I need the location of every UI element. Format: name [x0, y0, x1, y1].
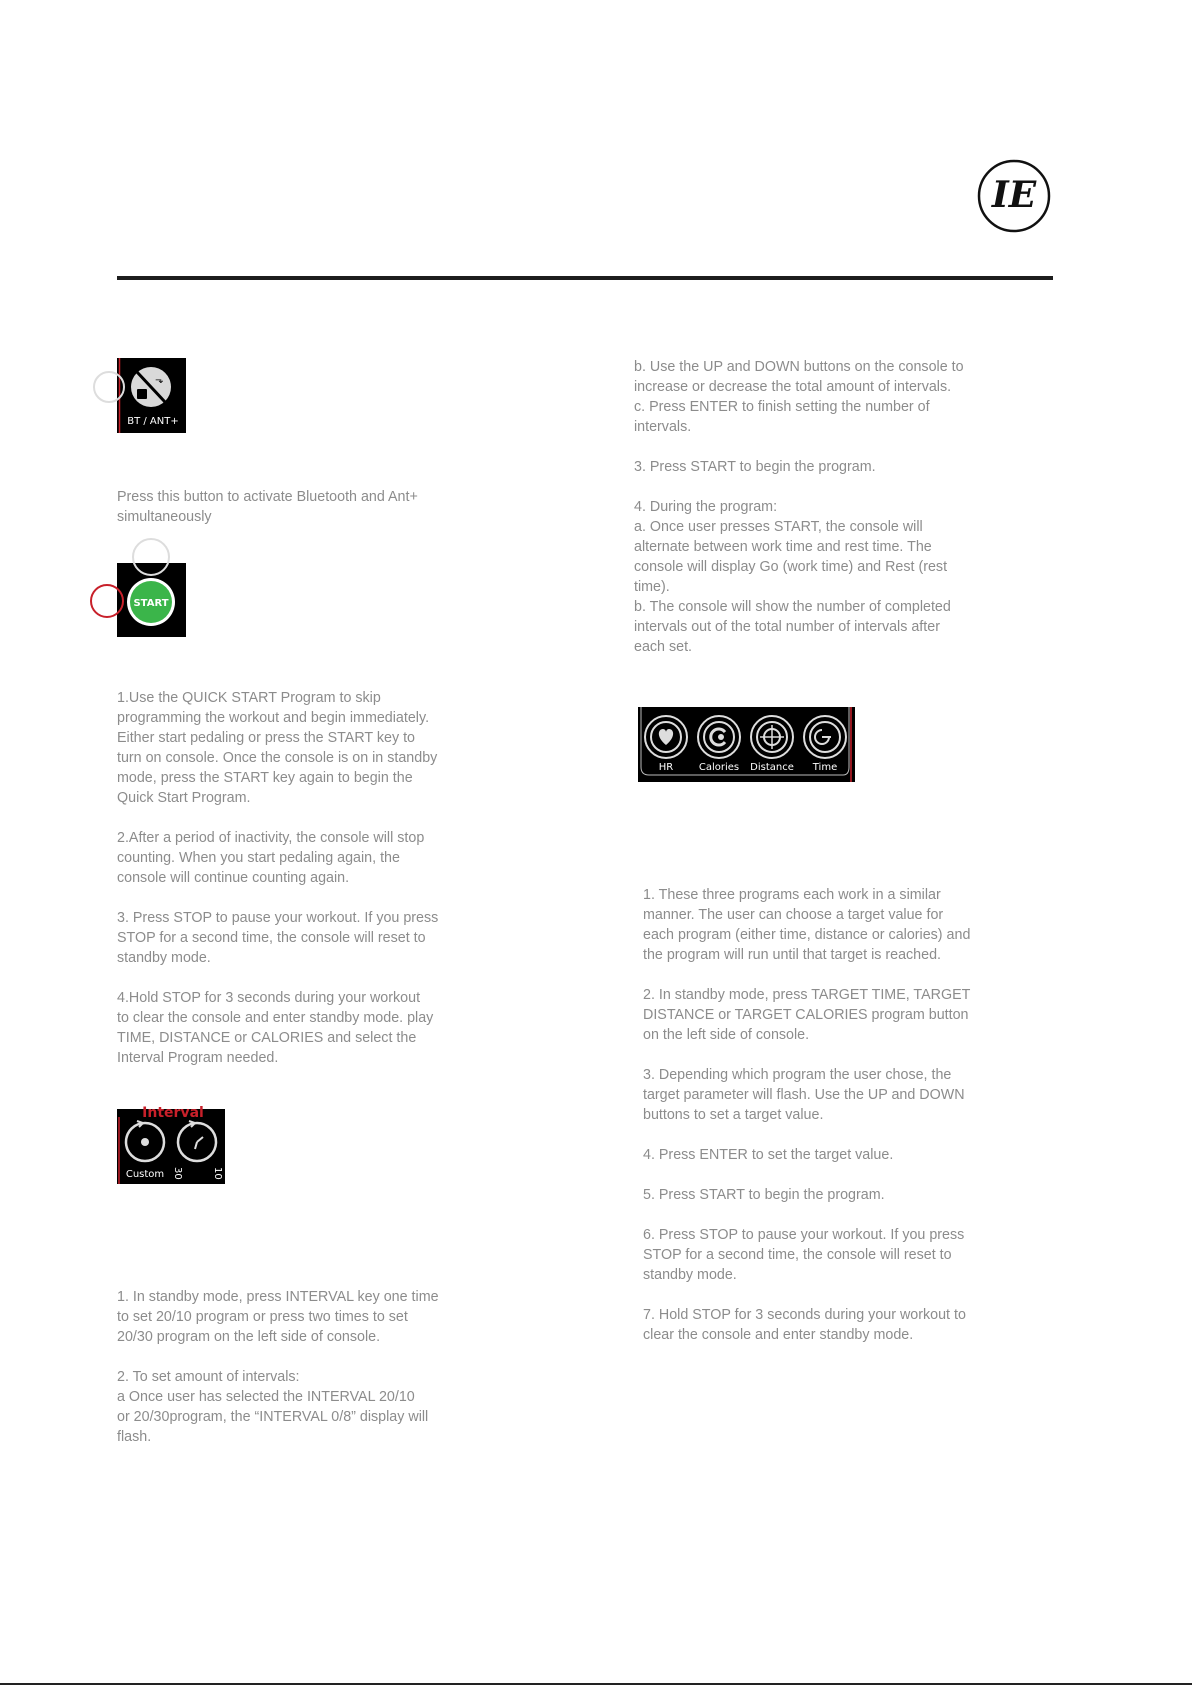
interval-label-a: 30 • 20	[172, 1167, 183, 1205]
target-step-4: 4. Press ENTER to set the target value.	[643, 1147, 894, 1163]
interval-step-3: 3. Press START to begin the program.	[634, 459, 876, 475]
target-program-buttons-image	[638, 707, 855, 782]
interval-label-b: 10 • 20	[212, 1167, 223, 1205]
quick-start-step-2: 2.After a period of inactivity, the console will stop counting. When you start pedaling again, the console will continue counting again.	[117, 830, 425, 886]
target-step-5: 5. Press START to begin the program.	[643, 1187, 885, 1203]
hr-icon	[645, 716, 687, 758]
interval-step-1: 1. In standby mode, press INTERVAL key one time to set 20/10 program or press two times to set 20/30 program on the left side of console.	[117, 1289, 439, 1345]
target-step-3: 3. Depending which program the user chose, the target parameter will flash. Use the UP and DOWN buttons to set a target value.	[643, 1067, 965, 1123]
bt-description: Press this button to activate Bluetooth and Ant+ simultaneously	[117, 489, 418, 525]
logo-text: IE	[991, 174, 1037, 216]
quick-start-step-1: 1.Use the QUICK START Program to skip programming the workout and begin immediately. Either start pedaling or press the START key to turn on console. Once the console is on in standby mode, press the START key again to begin the Quick Start Program.	[117, 690, 438, 806]
interval-custom-label: Custom	[125, 1169, 165, 1180]
hr-label: HR	[658, 762, 674, 773]
calories-label: Calories	[698, 762, 740, 773]
distance-icon	[751, 716, 793, 758]
brand-logo	[977, 159, 1051, 233]
time-label: Time	[812, 762, 838, 773]
calories-icon	[698, 716, 740, 758]
quick-start-step-3: 3. Press STOP to pause your workout. If you press STOP for a second time, the console will reset to standby mode.	[117, 910, 439, 966]
svg-text:⬎: ⬎	[155, 375, 164, 386]
start-button-image	[117, 563, 186, 637]
bt-ant-button-image	[117, 358, 186, 433]
time-icon	[804, 716, 846, 758]
interval-title: Interval	[142, 1105, 204, 1121]
target-step-2: 2. In standby mode, press TARGET TIME, TARGET DISTANCE or TARGET CALORIES program button on the left side of console.	[643, 987, 971, 1043]
interval-step-2: 2. To set amount of intervals: a Once user has selected the INTERVAL 20/10 or 20/30program, the “INTERVAL 0/8” display will flash.	[117, 1369, 429, 1445]
interval-step-continued: b. Use the UP and DOWN buttons on the console to increase or decrease the total amount of intervals. c. Press ENTER to finish setting the number of intervals.	[634, 359, 964, 435]
interval-button-image	[117, 1105, 225, 1205]
target-step-1: 1. These three programs each work in a similar manner. The user can choose a target value for each program (either time, distance or calories) and the program will run until that target is reached.	[643, 887, 971, 963]
distance-label: Distance	[750, 762, 794, 773]
header-rule	[117, 276, 1053, 280]
start-label: START	[133, 598, 169, 609]
target-step-7: 7. Hold STOP for 3 seconds during your workout to clear the console and enter standby mode.	[643, 1307, 966, 1343]
bt-ant-label: BT / ANT+	[127, 416, 179, 427]
target-step-6: 6. Press STOP to pause your workout. If you press STOP for a second time, the console will reset to standby mode.	[643, 1227, 965, 1283]
quick-start-step-4: 4.Hold STOP for 3 seconds during your workout to clear the console and enter standby mode. play TIME, DISTANCE or CALORIES and select the Interval Program needed.	[117, 990, 434, 1066]
interval-step-4: 4. During the program: a. Once user presses START, the console will alternate between work time and rest time. The console will display Go (work time) and Rest (rest time). b. The console will show the number of completed intervals out of the total number of intervals after each set.	[634, 499, 951, 655]
